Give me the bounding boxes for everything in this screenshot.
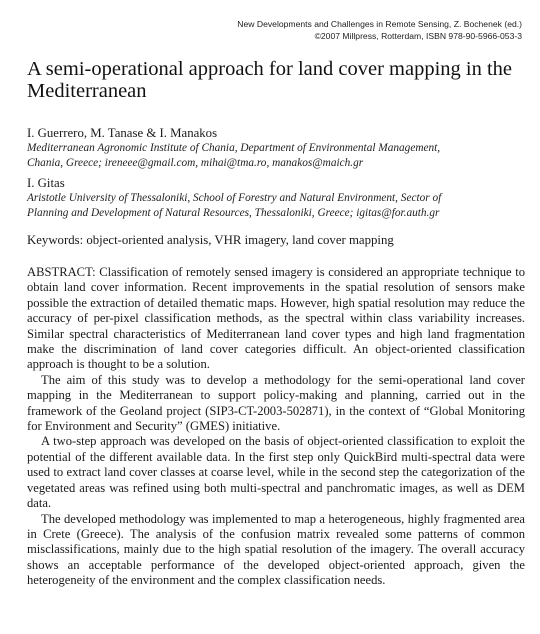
keywords-line: Keywords: object-oriented analysis, VHR imagery, land cover mapping [27, 233, 394, 247]
publication-header [237, 18, 522, 42]
author-names-2: I. Gitas [27, 176, 65, 190]
author-affiliation-2a: Aristotle University of Thessaloniki, School of Forestry and Natural Environment, Sector of [27, 192, 442, 204]
author-affiliation-1a: Mediterranean Agronomic Institute of Chania, Department of Environmental Management, [27, 142, 441, 154]
paper-title [27, 58, 527, 102]
abstract-paragraph-1: ABSTRACT: Classification of remotely sensed imagery is considered an appropriate technique to obtain land cover information. Recent improvements in the spatial resolution of sensors make possible the extraction of detailed thematic maps. However, high spatial resolution may reduce the accuracy of per-pixel classification methods, as the spectral within class variability increases. Similar spectral characteristics of Mediterranean land cover types and high land fragmentation make the discrimination of land cover categories difficult. An object-oriented classification approach is thought to be a solution. [27, 265, 525, 372]
abstract-paragraph-2: The aim of this study was to develop a methodology for the semi-operational land cover mapping in the Mediterranean to support policy-making and planning, carried out in the framework of the Geoland project (SIP3-CT-2003-502871), in the context of “Global Monitoring for Environment and Security” (GMES) initiative. [27, 372, 525, 434]
abstract-paragraph-4: The developed methodology was implemented to map a heterogeneous, highly fragmented area in Crete (Greece). The analysis of the confusion matrix revealed some patterns of common misclassifications, mainly due to the high spatial resolution of the imagery. The overall accuracy shows an acceptable performance of the developed object-oriented approach, given the heterogeneity of the environment and the complex classification needs. [27, 511, 525, 588]
title-line-1: A semi-operational approach for land cover mapping in the [27, 58, 513, 80]
abstract-section [27, 265, 525, 589]
abstract-paragraph-3: A two-step approach was developed on the basis of object-oriented classification to exploit the potential of the different available data. In the first step only QuickBird multi-spectral data were used to extract land cover classes at coarse level, while in the second step the categorization of the vegetated areas was refined using both multi-spectral and panchromatic images, as well as DEM data. [27, 434, 525, 511]
author-affiliation-1b: Chania, Greece; ireneee@gmail.com, mihai@tma.ro, manakos@maich.gr [27, 157, 364, 169]
header-line-2: ©2007 Millpress, Rotterdam, ISBN 978-90-5966-053-3 [314, 31, 522, 41]
header-line-1: New Developments and Challenges in Remote Sensing, Z. Bochenek (ed.) [237, 19, 522, 29]
author-block-1 [27, 126, 527, 171]
title-line-2: Mediterranean [27, 80, 147, 102]
author-affiliation-2b: Planning and Development of Natural Resources, Thessaloniki, Greece; igitas@for.auth.gr [27, 207, 440, 219]
author-block-2 [27, 176, 527, 221]
author-names-1: I. Guerrero, M. Tanase & I. Manakos [27, 126, 218, 140]
